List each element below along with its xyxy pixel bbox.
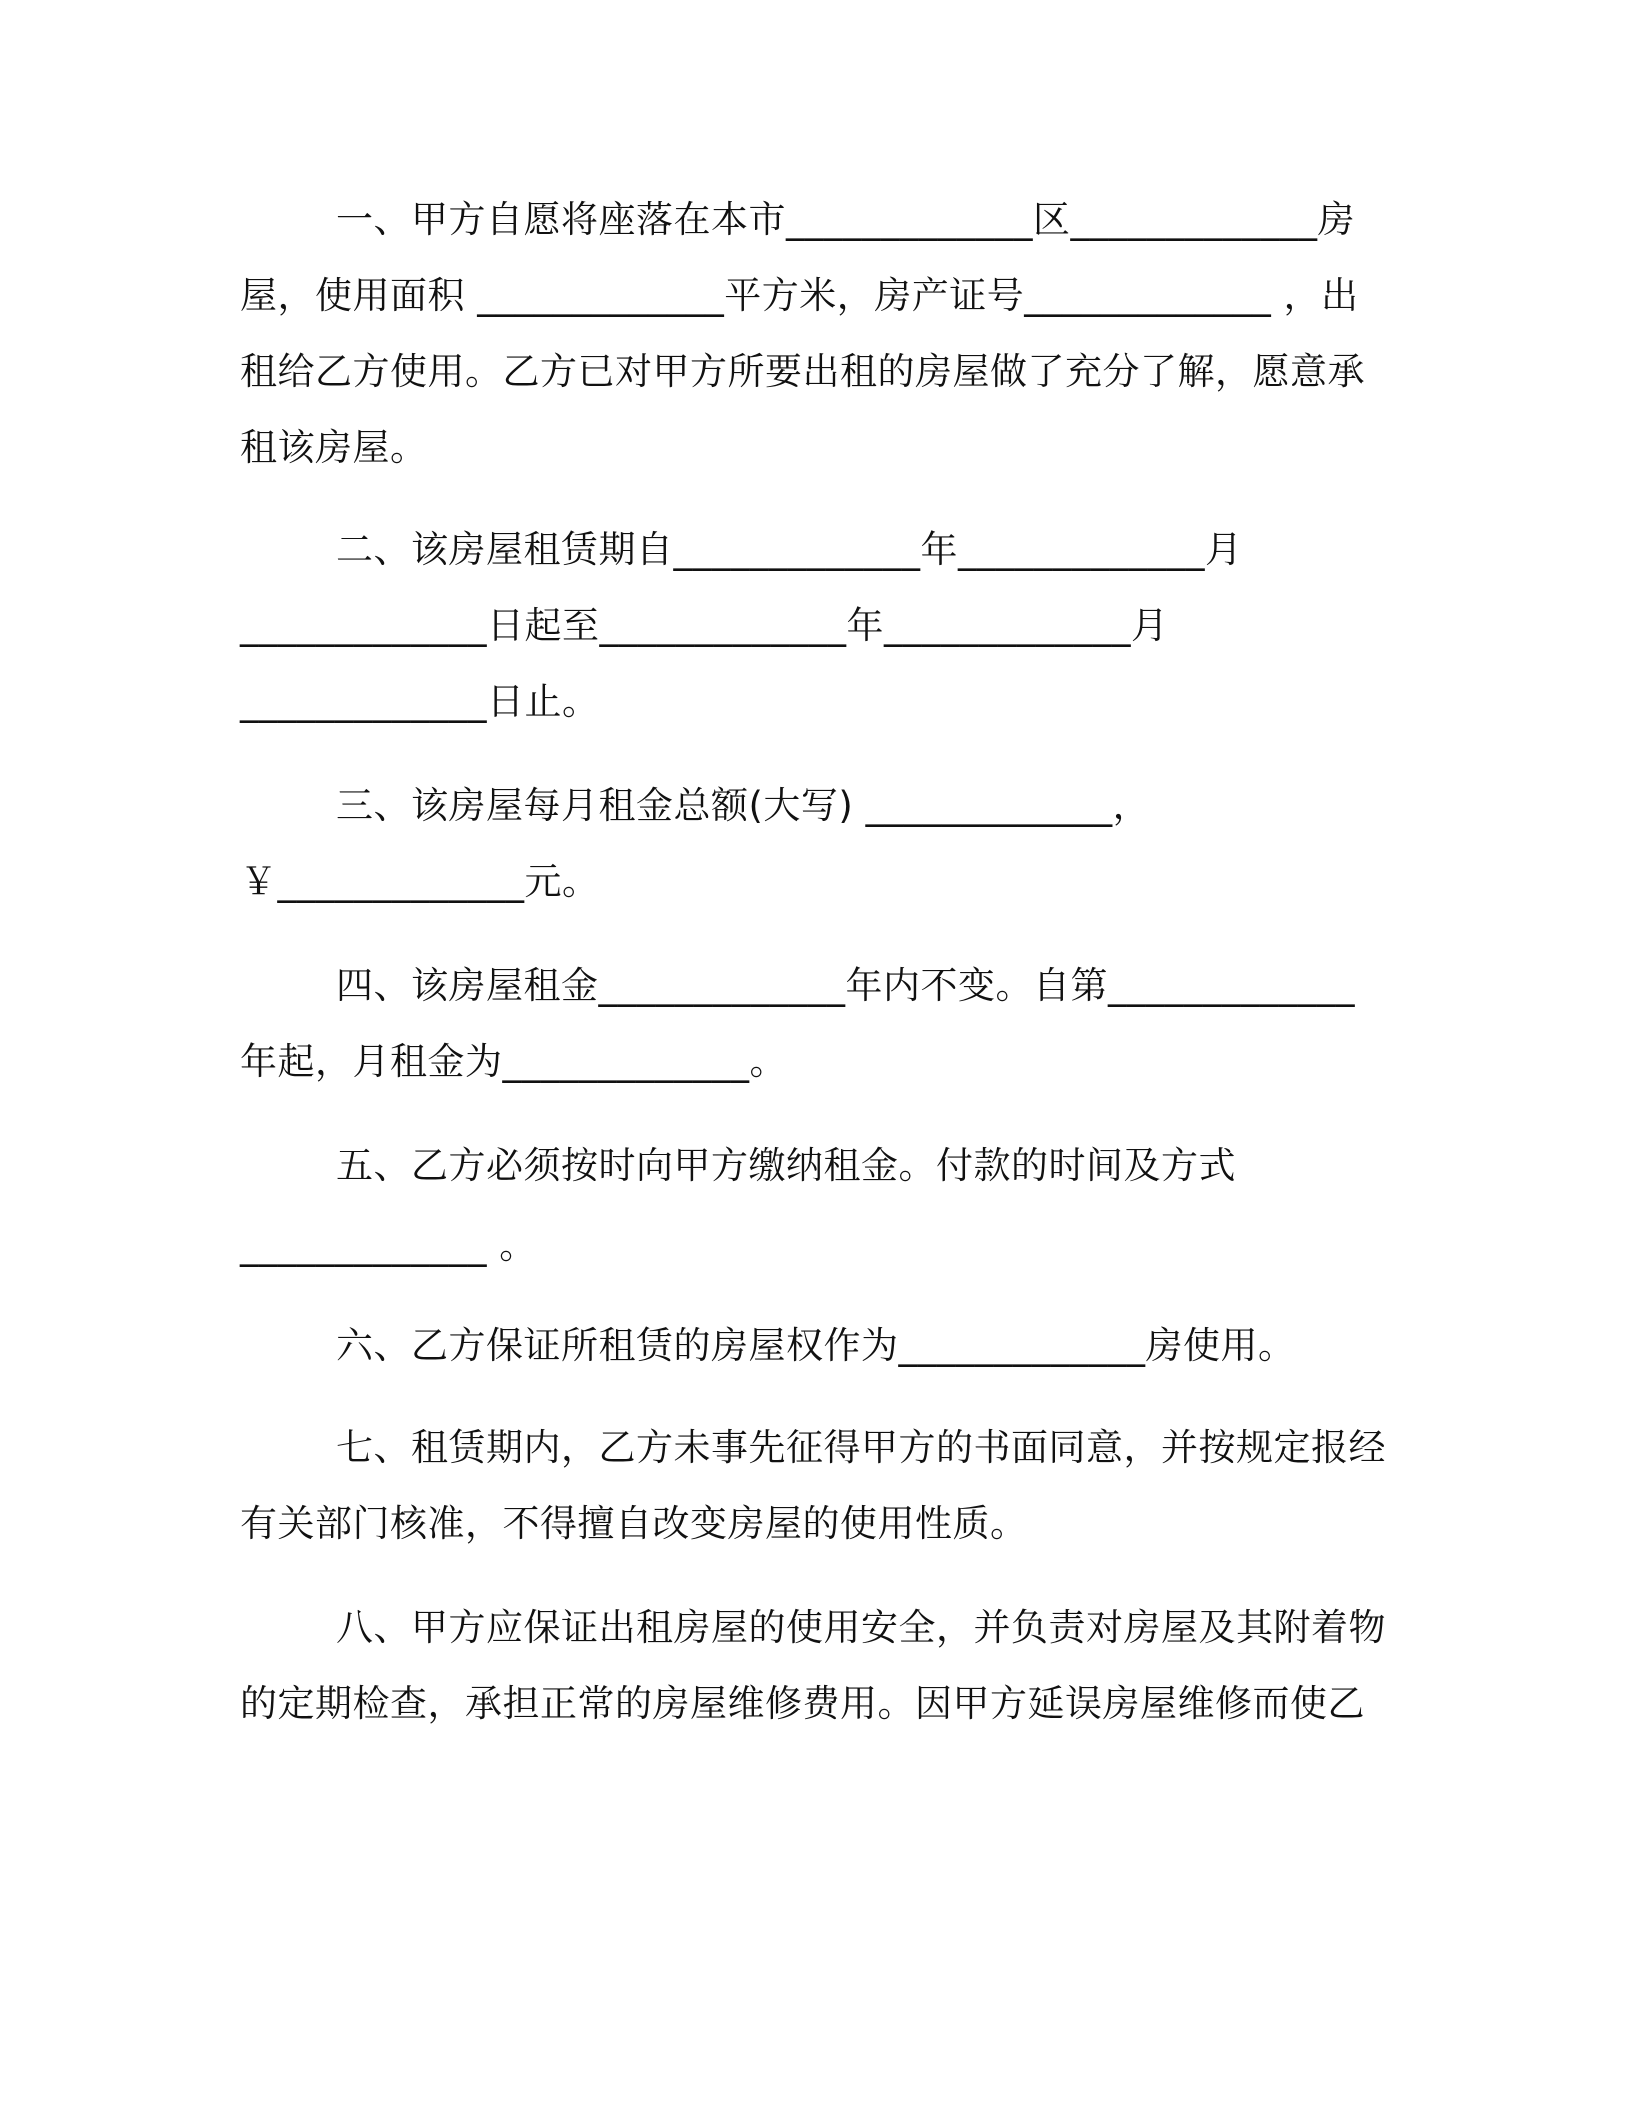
- clause-3-line-2: ￥_____________元。: [240, 860, 600, 903]
- clause-2-line-1: 二、该房屋租赁期自_____________年_____________月: [336, 528, 1243, 571]
- clause-7-line-2: 有关部门核准，不得擅自改变房屋的使用性质。: [240, 1502, 1028, 1545]
- clause-7-line-1: 七、租赁期内，乙方未事先征得甲方的书面同意，并按规定报经: [336, 1426, 1386, 1469]
- clause-4-line-1: 四、该房屋租金_____________年内不变。自第_____________: [336, 964, 1355, 1007]
- clause-5-line-2: _____________ 。: [240, 1224, 537, 1267]
- clause-2-line-2: _____________日起至_____________年_____________月: [240, 604, 1169, 647]
- clause-6-line-1: 六、乙方保证所租赁的房屋权作为_____________房使用。: [336, 1324, 1296, 1367]
- clause-8-line-1: 八、甲方应保证出租房屋的使用安全，并负责对房屋及其附着物: [336, 1606, 1386, 1649]
- clause-5-line-1: 五、乙方必须按时向甲方缴纳租金。付款的时间及方式: [336, 1144, 1236, 1187]
- clause-1-line-4: 租该房屋。: [240, 426, 428, 469]
- clause-8-line-2: 的定期检查，承担正常的房屋维修费用。因甲方延误房屋维修而使乙: [240, 1682, 1365, 1725]
- clause-4-line-2: 年起，月租金为_____________。: [240, 1040, 787, 1083]
- clause-3-line-1: 三、该房屋每月租金总额(大写) _____________，: [336, 784, 1151, 827]
- clause-1-line-3: 租给乙方使用。乙方已对甲方所要出租的房屋做了充分了解，愿意承: [240, 350, 1365, 393]
- clause-2-line-3: _____________日止。: [240, 680, 600, 723]
- clause-1-line-2: 屋，使用面积 _____________平方米，房产证号_____________ ，出: [240, 274, 1359, 317]
- clause-1-line-1: 一、甲方自愿将座落在本市_____________区_____________房: [336, 198, 1355, 241]
